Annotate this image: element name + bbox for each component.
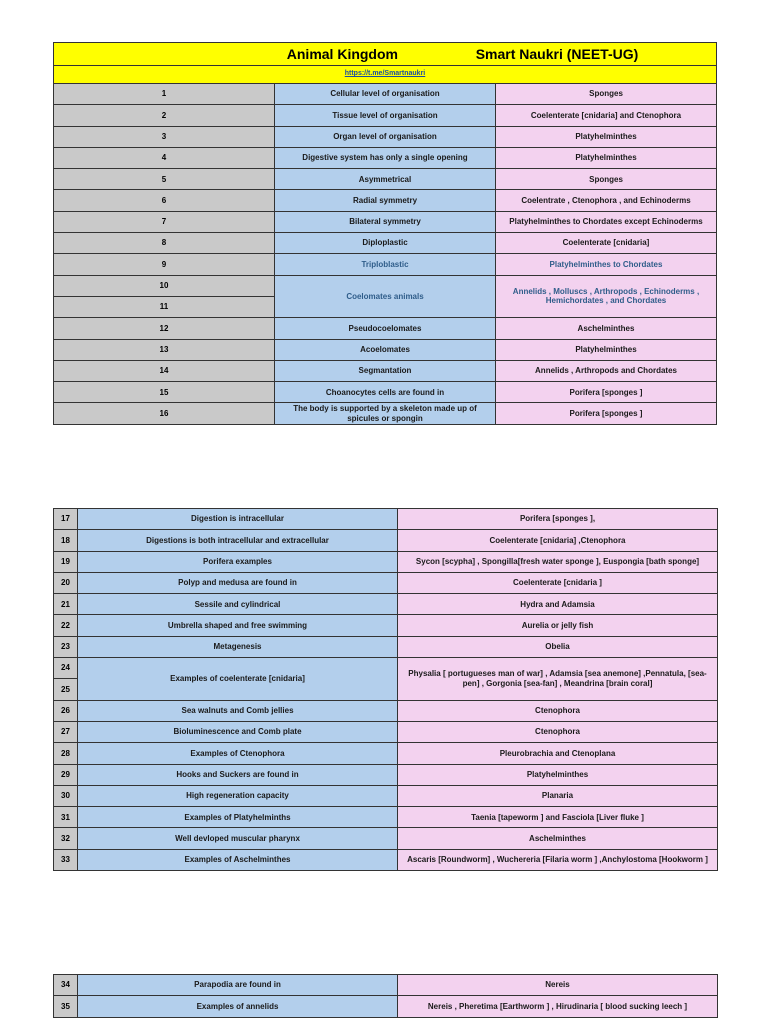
row-number: 27 bbox=[54, 721, 78, 742]
row-number: 15 bbox=[54, 382, 275, 403]
answer-cell: Platyhelminthes bbox=[496, 126, 717, 147]
table-row bbox=[54, 84, 717, 105]
answer-cell: Pleurobrachia and Ctenoplana bbox=[398, 743, 718, 764]
answer-cell: Platyhelminthes to Chordates bbox=[496, 254, 717, 275]
table-row bbox=[54, 126, 717, 147]
table-row bbox=[54, 636, 718, 657]
question-cell: Acoelomates bbox=[275, 339, 496, 360]
row-number: 11 bbox=[54, 296, 275, 317]
table-part-2 bbox=[53, 508, 718, 871]
row-number: 19 bbox=[54, 551, 78, 572]
table-row bbox=[54, 658, 718, 679]
row-number: 25 bbox=[54, 679, 78, 700]
table-row bbox=[54, 254, 717, 275]
answer-cell: Coelenterate [cnidaria] ,Ctenophora bbox=[398, 530, 718, 551]
row-number: 10 bbox=[54, 275, 275, 296]
answer-cell: Ctenophora bbox=[398, 721, 718, 742]
table-row bbox=[54, 509, 718, 530]
question-cell: Sessile and cylindrical bbox=[78, 594, 398, 615]
answer-cell: Coelenterate [cnidaria] and Ctenophora bbox=[496, 105, 717, 126]
answer-cell: Platyhelminthes bbox=[496, 147, 717, 168]
row-number: 23 bbox=[54, 636, 78, 657]
answer-cell: Platyhelminthes bbox=[496, 339, 717, 360]
question-cell: Segmantation bbox=[275, 360, 496, 381]
table-row bbox=[54, 147, 717, 168]
question-cell: Examples of Aschelminthes bbox=[78, 849, 398, 870]
table-row bbox=[54, 849, 718, 870]
answer-cell: Physalia [ portugueses man of war] , Adamsia [sea anemone] ,Pennatula, [sea-pen] , Gorgonia [sea-fan] , Meandrina [brain coral] bbox=[398, 658, 718, 701]
question-cell: Cellular level of organisation bbox=[275, 84, 496, 105]
row-number: 6 bbox=[54, 190, 275, 211]
table-row bbox=[54, 764, 718, 785]
table-row bbox=[54, 105, 717, 126]
table-row bbox=[54, 382, 717, 403]
row-number: 1 bbox=[54, 84, 275, 105]
answer-cell: Porifera [sponges ], bbox=[398, 509, 718, 530]
answer-cell: Sponges bbox=[496, 84, 717, 105]
question-cell: Examples of coelenterate [cnidaria] bbox=[78, 658, 398, 701]
answer-cell: Ctenophora bbox=[398, 700, 718, 721]
row-number: 8 bbox=[54, 233, 275, 254]
row-number: 21 bbox=[54, 594, 78, 615]
answer-cell: Porifera [sponges ] bbox=[496, 403, 717, 424]
question-cell: Polyp and medusa are found in bbox=[78, 572, 398, 593]
answer-cell: Planaria bbox=[398, 785, 718, 806]
link-row bbox=[54, 66, 717, 84]
table-row bbox=[54, 318, 717, 339]
answer-cell: Sponges bbox=[496, 169, 717, 190]
answer-cell: Aschelminthes bbox=[496, 318, 717, 339]
answer-cell: Annelids , Arthropods and Chordates bbox=[496, 360, 717, 381]
table-row bbox=[54, 169, 717, 190]
answer-cell: Hydra and Adamsia bbox=[398, 594, 718, 615]
page-subtitle: Smart Naukri (NEET-UG) bbox=[475, 45, 639, 62]
table-row bbox=[54, 594, 718, 615]
question-cell: Parapodia are found in bbox=[78, 975, 398, 996]
question-cell: Metagenesis bbox=[78, 636, 398, 657]
row-number: 24 bbox=[54, 658, 78, 679]
answer-cell: Taenia [tapeworm ] and Fasciola [Liver fluke ] bbox=[398, 807, 718, 828]
answer-cell: Platyhelminthes bbox=[398, 764, 718, 785]
question-cell: Radial symmetry bbox=[275, 190, 496, 211]
row-number: 32 bbox=[54, 828, 78, 849]
table-row bbox=[54, 721, 718, 742]
table-row bbox=[54, 190, 717, 211]
answer-cell: Sycon [scypha] , Spongilla[fresh water sponge ], Euspongia [bath sponge] bbox=[398, 551, 718, 572]
table-row bbox=[54, 275, 717, 296]
table-row bbox=[54, 211, 717, 232]
row-number: 35 bbox=[54, 996, 78, 1017]
row-number: 22 bbox=[54, 615, 78, 636]
row-number: 16 bbox=[54, 403, 275, 424]
question-cell: Well devloped muscular pharynx bbox=[78, 828, 398, 849]
question-cell: Sea walnuts and Comb jellies bbox=[78, 700, 398, 721]
table-row bbox=[54, 551, 718, 572]
table-row bbox=[54, 403, 717, 424]
question-cell: Coelomates animals bbox=[275, 275, 496, 318]
question-cell: Porifera examples bbox=[78, 551, 398, 572]
question-cell: Organ level of organisation bbox=[275, 126, 496, 147]
row-number: 29 bbox=[54, 764, 78, 785]
table-row bbox=[54, 233, 717, 254]
question-cell: Bioluminescence and Comb plate bbox=[78, 721, 398, 742]
page-title: Animal Kingdom bbox=[286, 45, 398, 62]
answer-cell: Coelenterate [cnidaria] bbox=[496, 233, 717, 254]
table-row bbox=[54, 828, 718, 849]
table-row bbox=[54, 996, 718, 1017]
row-number: 33 bbox=[54, 849, 78, 870]
row-number: 9 bbox=[54, 254, 275, 275]
header-row bbox=[54, 43, 717, 66]
row-number: 5 bbox=[54, 169, 275, 190]
question-cell: Bilateral symmetry bbox=[275, 211, 496, 232]
table-row bbox=[54, 615, 718, 636]
question-cell: Choanocytes cells are found in bbox=[275, 382, 496, 403]
row-number: 26 bbox=[54, 700, 78, 721]
question-cell: Examples of Platyhelminths bbox=[78, 807, 398, 828]
row-number: 34 bbox=[54, 975, 78, 996]
question-cell: The body is supported by a skeleton made up of spicules or spongin bbox=[275, 403, 496, 424]
table-row bbox=[54, 530, 718, 551]
question-cell: Examples of annelids bbox=[78, 996, 398, 1017]
table-row bbox=[54, 785, 718, 806]
question-cell: Umbrella shaped and free swimming bbox=[78, 615, 398, 636]
row-number: 28 bbox=[54, 743, 78, 764]
row-number: 17 bbox=[54, 509, 78, 530]
row-number: 14 bbox=[54, 360, 275, 381]
question-cell: Digestion is intracellular bbox=[78, 509, 398, 530]
table-row bbox=[54, 807, 718, 828]
answer-cell: Aurelia or jelly fish bbox=[398, 615, 718, 636]
question-cell: Examples of Ctenophora bbox=[78, 743, 398, 764]
answer-cell: Obelia bbox=[398, 636, 718, 657]
row-number: 18 bbox=[54, 530, 78, 551]
table-row bbox=[54, 700, 718, 721]
question-cell: Pseudocoelomates bbox=[275, 318, 496, 339]
question-cell: Diploplastic bbox=[275, 233, 496, 254]
row-number: 12 bbox=[54, 318, 275, 339]
question-cell: Digestions is both intracellular and extracellular bbox=[78, 530, 398, 551]
table-row bbox=[54, 743, 718, 764]
question-cell: Tissue level of organisation bbox=[275, 105, 496, 126]
answer-cell: Nereis bbox=[398, 975, 718, 996]
row-number: 4 bbox=[54, 147, 275, 168]
telegram-link[interactable]: https://t.me/Smartnaukri bbox=[344, 70, 426, 78]
answer-cell: Platyhelminthes to Chordates except Echinoderms bbox=[496, 211, 717, 232]
answer-cell: Coelenterate [cnidaria ] bbox=[398, 572, 718, 593]
answer-cell: Aschelminthes bbox=[398, 828, 718, 849]
answer-cell: Annelids , Molluscs , Arthropods , Echinoderms , Hemichordates , and Chordates bbox=[496, 275, 717, 318]
table-row bbox=[54, 975, 718, 996]
table-part-1 bbox=[53, 42, 717, 425]
question-cell: High regeneration capacity bbox=[78, 785, 398, 806]
question-cell: Digestive system has only a single opening bbox=[275, 147, 496, 168]
table-row bbox=[54, 360, 717, 381]
row-number: 7 bbox=[54, 211, 275, 232]
row-number: 31 bbox=[54, 807, 78, 828]
answer-cell: Nereis , Pheretima [Earthworm ] , Hirudinaria [ blood sucking leech ] bbox=[398, 996, 718, 1017]
question-cell: Asymmetrical bbox=[275, 169, 496, 190]
table-row bbox=[54, 572, 718, 593]
row-number: 3 bbox=[54, 126, 275, 147]
question-cell: Triploblastic bbox=[275, 254, 496, 275]
row-number: 2 bbox=[54, 105, 275, 126]
row-number: 13 bbox=[54, 339, 275, 360]
table-part-3 bbox=[53, 974, 718, 1018]
table-row bbox=[54, 339, 717, 360]
answer-cell: Porifera [sponges ] bbox=[496, 382, 717, 403]
row-number: 20 bbox=[54, 572, 78, 593]
answer-cell: Ascaris [Roundworm] , Wuchereria [Filaria worm ] ,Anchylostoma [Hookworm ] bbox=[398, 849, 718, 870]
answer-cell: Coelentrate , Ctenophora , and Echinoderms bbox=[496, 190, 717, 211]
question-cell: Hooks and Suckers are found in bbox=[78, 764, 398, 785]
row-number: 30 bbox=[54, 785, 78, 806]
